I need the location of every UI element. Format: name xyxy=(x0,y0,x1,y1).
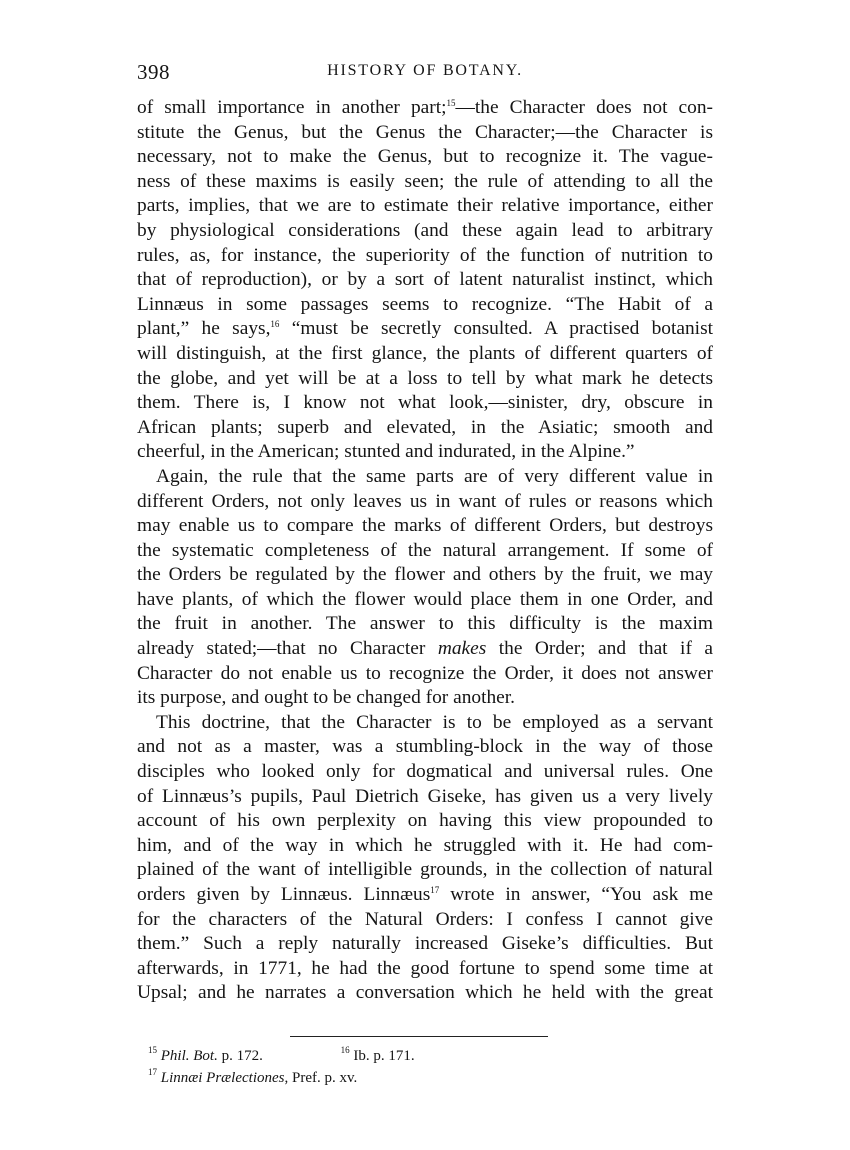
text-line: Again, the rule that the same parts are of very different value in xyxy=(156,465,713,487)
text-line: stitute the Genus, but the Genus the Character;—the Character is xyxy=(137,121,713,143)
text-line: necessary, not to make the Genus, but to recognize it. The vague- xyxy=(137,146,713,168)
running-head: HISTORY OF BOTANY. xyxy=(327,62,523,79)
body-text xyxy=(137,96,713,1006)
text-line: for the characters of the Natural Orders: I confess I cannot give xyxy=(137,908,713,930)
text-line: have plants, of which the flower would place them in one Order, and xyxy=(137,588,713,610)
text-line: This doctrine, that the Character is to be employed as a servant xyxy=(156,711,713,733)
text-line: Linnæus in some passages seems to recognize. “The Habit of a xyxy=(137,293,713,315)
footnotes xyxy=(148,1045,708,1089)
text-line: of Linnæus’s pupils, Paul Dietrich Giseke, has given us a very lively xyxy=(137,785,713,807)
footnote-17: $^{17}$ Linnæi Prælectiones, Pref. p. xv. xyxy=(148,1067,358,1086)
text-line: will distinguish, at the first glance, the plants of different quarters of xyxy=(137,342,713,364)
text-line: him, and of the way in which he struggled with it. He had com- xyxy=(137,834,713,856)
text-line: plained of the want of intelligible grounds, in the collection of natural xyxy=(137,859,713,881)
text-line: them. There is, I know not what look,—sinister, dry, obscure in xyxy=(137,392,713,414)
text-line: disciples who looked only for dogmatical and universal rules. One xyxy=(137,761,713,783)
text-line: afterwards, in 1771, he had the good fortune to spend some time at xyxy=(137,957,713,979)
text-line: already stated;—that no Character makes the Order; and that if a xyxy=(137,638,713,660)
text-line: ness of these maxims is easily seen; the rule of attending to all the xyxy=(137,170,713,192)
page-header xyxy=(137,60,713,84)
text-line: African plants; superb and elevated, in the Asiatic; smooth and xyxy=(137,416,713,438)
footnote-row xyxy=(148,1045,708,1067)
text-line: different Orders, not only leaves us in want of rules or reasons which xyxy=(137,490,713,512)
text-line: of small importance in another part;$^{15}$—the Character does not con- xyxy=(137,97,713,118)
text-line: its purpose, and ought to be changed for another. xyxy=(137,687,516,709)
text-line: plant,” he says,$^{16}$ “must be secretly consulted. A practised botanist xyxy=(137,318,713,340)
footnote-15: $^{15}$ Phil. Bot. p. 172. xyxy=(148,1045,263,1064)
footnote-16: $^{16}$ Ib. p. 171. xyxy=(340,1045,415,1064)
text-line: Upsal; and he narrates a conversation which he held with the great xyxy=(137,982,713,1004)
text-line: by physiological considerations (and these again lead to arbitrary xyxy=(137,219,713,241)
text-line: may enable us to compare the marks of different Orders, but destroys xyxy=(137,515,713,537)
text-line: the fruit in another. The answer to this difficulty is the maxim xyxy=(137,613,713,635)
text-line: that of reproduction), or by a sort of latent naturalist instinct, which xyxy=(137,269,713,291)
text-line: the systematic completeness of the natural arrangement. If some of xyxy=(137,539,713,561)
text-line: the globe, and yet will be at a loss to tell by what mark he detects xyxy=(137,367,713,389)
page-number: 398 xyxy=(137,60,170,84)
text-line: the Orders be regulated by the flower and others by the fruit, we may xyxy=(137,564,713,586)
text-line: them.” Such a reply naturally increased Giseke’s difficulties. But xyxy=(137,933,713,955)
text-line: rules, as, for instance, the superiority of the function of nutrition to xyxy=(137,244,713,266)
text-line: and not as a master, was a stumbling-block in the way of those xyxy=(137,736,713,758)
footnote-row xyxy=(148,1067,708,1089)
text-line: cheerful, in the American; stunted and indurated, in the Alpine.” xyxy=(137,441,635,463)
text-line: account of his own perplexity on having this view propounded to xyxy=(137,810,713,832)
text-line: Character do not enable us to recognize the Order, it does not answer xyxy=(137,662,713,684)
text-line: parts, implies, that we are to estimate their relative importance, either xyxy=(137,195,713,217)
text-line: orders given by Linnæus. Linnæus$^{17}$ wrote in answer, “You ask me xyxy=(137,884,713,905)
footnote-rule xyxy=(290,1036,548,1037)
